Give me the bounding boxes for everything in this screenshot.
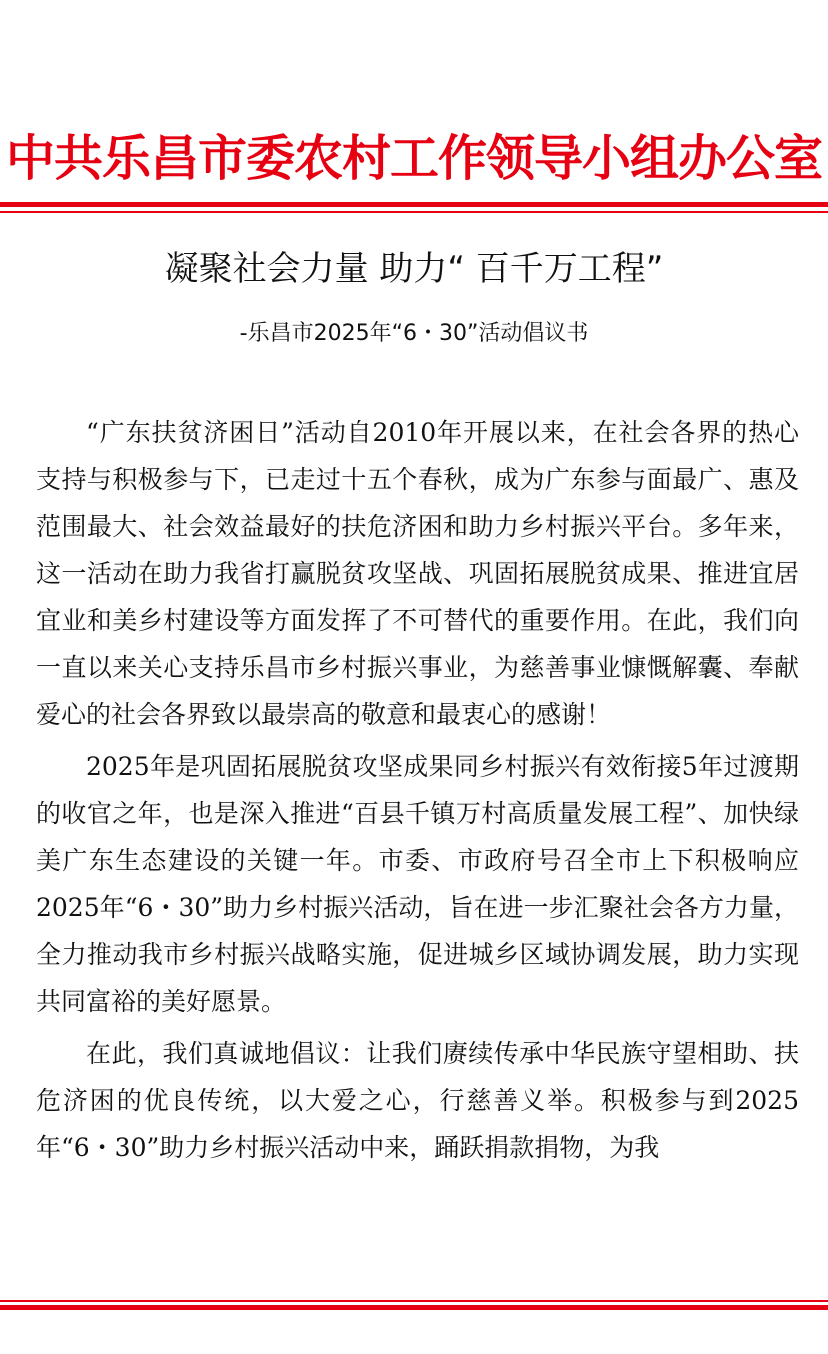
org-masthead-title: 中共乐昌市委农村工作领导小组办公室 [5,129,822,187]
masthead-divider-thin [0,211,828,213]
body-paragraph: 2025年是巩固拓展脱贫攻坚成果同乡村振兴有效衔接5年过渡期的收官之年，也是深入推进“百县千镇万村高质量发展工程”、加快绿美广东生态建设的关键一年。市委、市政府号召全市上下积极响应2025年“6・30”助力乡村振兴活动，旨在进一步汇聚社会各方力量，全力推动我市乡村振兴战略实施，促进城乡区域协调发展，助力实现共同富裕的美好愿景。 [36,752,799,1016]
footer-divider-thin [0,1300,828,1302]
document-body [36,409,799,1176]
masthead-divider-thick [0,202,828,207]
body-paragraph: 在此，我们真诚地倡议：让我们赓续传承中华民族守望相助、扶危济困的优良传统，以大爱之心，行慈善义举。积极参与到2025年“6・30”助力乡村振兴活动中来，踊跃捐款捐物，为我 [36,1039,799,1162]
document-title: 凝聚社会力量 助力“ 百千万工程” [164,249,664,289]
document-subtitle: -乐昌市2025年“6・30”活动倡议书 [239,321,589,346]
body-paragraph: “广东扶贫济困日”活动自2010年开展以来，在社会各界的热心支持与积极参与下，已走过十五个春秋，成为广东参与面最广、惠及范围最大、社会效益最好的扶危济困和助力乡村振兴平台。多年来，这一活动在助力我省打赢脱贫攻坚战、巩固拓展脱贫成果、推进宜居宜业和美乡村建设等方面发挥了不可替代的重要作用。在此，我们向一直以来关心支持乐昌市乡村振兴事业，为慈善事业慷慨解囊、奉献爱心的社会各界致以最崇高的敬意和最衷心的感谢！ [36,418,799,729]
footer-divider-thick [0,1305,828,1310]
